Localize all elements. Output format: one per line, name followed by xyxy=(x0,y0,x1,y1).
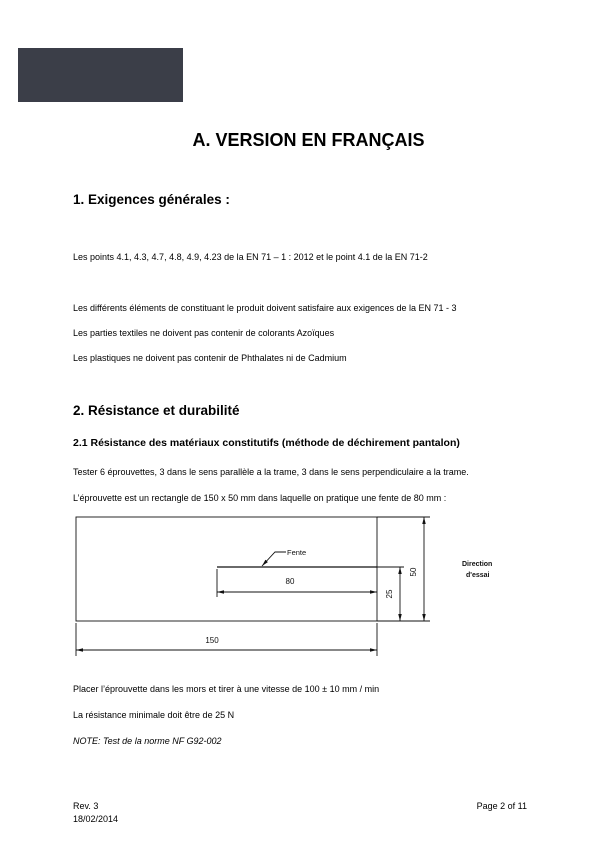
requirement-paragraph: Les points 4.1, 4.3, 4.7, 4.8, 4.9, 4.23 de la EN 71 – 1 : 2012 et le point 4.1 de la EN 71-2 xyxy=(73,252,428,262)
fente-leader-line xyxy=(262,552,286,566)
direction-label-line2: d'essai xyxy=(466,572,490,579)
specimen-figure xyxy=(60,505,520,665)
test-instruction: Tester 6 éprouvettes, 3 dans le sens parallèle a la trame, 3 dans le sens perpendiculaire a la trame. xyxy=(73,467,469,477)
subsection-2-1-heading: 2.1 Résistance des matériaux constitutifs (méthode de déchirement pantalon) xyxy=(73,437,460,449)
dim-80-label: 80 xyxy=(285,577,295,586)
requirement-paragraph: Les parties textiles ne doivent pas contenir de colorants Azoïques xyxy=(73,328,335,338)
footer-date: 18/02/2014 xyxy=(73,814,119,824)
dim-150-label: 150 xyxy=(205,636,219,645)
section-1-heading: 1. Exigences générales : xyxy=(73,192,230,207)
specimen-outline xyxy=(76,517,377,621)
dim-50-label: 50 xyxy=(409,567,418,577)
footer-page-number: Page 2 of 11 xyxy=(476,801,527,811)
requirement-paragraph: Les différents éléments de constituant le produit doivent satisfaire aux exigences de la EN 71 - 3 xyxy=(73,303,457,313)
direction-label-line1: Direction xyxy=(462,561,493,568)
minimum-resistance-text: La résistance minimale doit être de 25 N xyxy=(73,710,235,720)
footer-revision: Rev. 3 xyxy=(73,801,99,811)
procedure-text: Placer l’éprouvette dans les mors et tirer à une vitesse de 100 ± 10 mm / min xyxy=(73,684,380,694)
standard-note: NOTE: Test de la norme NF G92-002 xyxy=(73,736,222,746)
specimen-description: L’éprouvette est un rectangle de 150 x 50 mm dans laquelle on pratique une fente de 80 mm : xyxy=(73,493,447,503)
section-2-heading: 2. Résistance et durabilité xyxy=(73,403,240,418)
dim-25-label: 25 xyxy=(385,589,394,599)
logo-block xyxy=(18,48,183,102)
requirement-paragraph: Les plastiques ne doivent pas contenir de Phthalates ni de Cadmium xyxy=(73,353,347,363)
fente-label: Fente xyxy=(287,548,307,557)
page-title: A. VERSION EN FRANÇAIS xyxy=(192,130,425,150)
